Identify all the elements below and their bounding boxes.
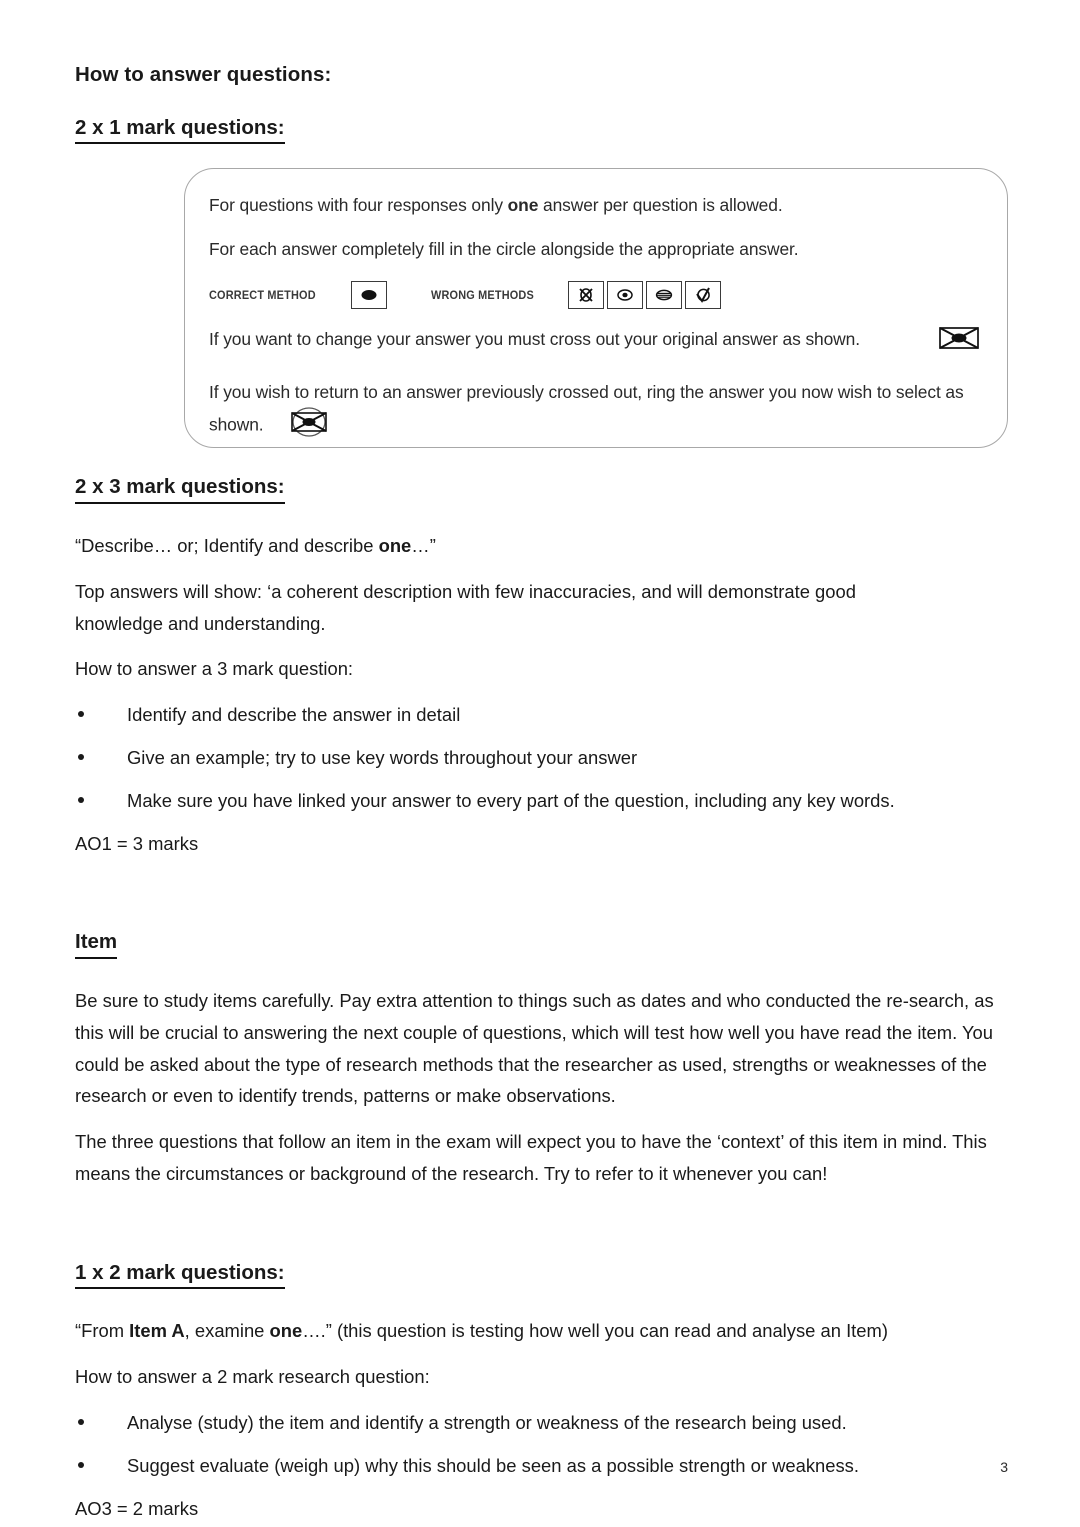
instruction-line-ring-answer [209, 380, 981, 448]
heading-two-by-one-mark [75, 115, 1010, 145]
instruction-line-cross-out: If you want to change your answer you must cross out your original answer as shown. [209, 329, 860, 349]
list-item [75, 699, 1010, 731]
heading-one-by-two-mark [75, 1260, 1010, 1290]
two-mark-stem-prefix: “From [75, 1320, 130, 1342]
spacer [75, 959, 1010, 985]
two-mark-stem-item-ref: Item A [129, 1320, 185, 1342]
list-item [75, 1450, 1010, 1482]
heading-two-by-three-mark [75, 474, 1010, 504]
bullet-dot-icon [78, 797, 84, 803]
three-mark-question-stem [75, 530, 1010, 562]
spacer [75, 89, 1010, 115]
item-paragraph-two: The three questions that follow an item in the exam will expect you to have the ‘context’ of this item in mind. This means the circumstances or background of the research. Try to refer to it whenever you can! [75, 1131, 987, 1184]
filled-circle-icon [358, 287, 380, 303]
exam-instruction-box [184, 168, 1008, 448]
bullet-dot-icon [78, 1462, 84, 1468]
heading-two-by-one-mark-label: 2 x 1 mark questions: [75, 115, 285, 145]
spacer [75, 504, 1010, 530]
spacer [75, 873, 1010, 929]
wrong-method-option-box-2 [607, 281, 643, 309]
page-title: How to answer questions: [75, 63, 332, 86]
two-mark-question-stem [75, 1315, 1010, 1347]
wrong-methods-label: WRONG METHODS [430, 288, 534, 302]
bullet-dot-icon [78, 1419, 84, 1425]
method-examples-row [209, 281, 981, 309]
instruction-line-one-answer [209, 193, 981, 217]
spacer [75, 1289, 1010, 1315]
wrong-method-option-box-1 [568, 281, 604, 309]
instruction-line-fill-circle: For each answer completely fill in the circle alongside the appropriate answer. [209, 239, 799, 259]
list-item-label: Give an example; try to use key words throughout your answer [127, 746, 638, 768]
three-mark-how-to: How to answer a 3 mark question: [75, 658, 354, 680]
spacer [209, 358, 981, 380]
list-item [75, 785, 1010, 817]
scribbled-circle-icon [653, 287, 675, 303]
two-mark-bullet-list [75, 1407, 1010, 1482]
list-item-label: Identify and describe the answer in detail [127, 704, 461, 726]
list-item-label: Make sure you have linked your answer to every part of the question, including any key words. [127, 789, 895, 811]
crossed-out-answer-glyph [937, 323, 981, 353]
wrong-method-option-box-4 [685, 281, 721, 309]
heading-item [75, 929, 1010, 959]
small-dot-circle-icon [614, 287, 636, 303]
three-mark-bullet-list [75, 699, 1010, 816]
list-item-label: Suggest evaluate (weigh up) why this should be seen as a possible strength or weakness. [127, 1454, 859, 1476]
list-item-label: Analyse (study) the item and identify a strength or weakness of the research being used. [127, 1411, 847, 1433]
ringed-crossed-out-answer-glyph [286, 402, 332, 442]
two-mark-stem-emphasis: one [269, 1320, 303, 1342]
three-mark-stem-prefix: “Describe… or; Identify and describe [75, 534, 379, 556]
two-mark-marks-total: AO3 = 2 marks [75, 1497, 199, 1519]
heading-one-by-two-mark-label: 1 x 2 mark questions: [75, 1260, 285, 1290]
two-mark-stem-suffix: ….” (this question is testing how well you can read and analyse an Item) [302, 1320, 888, 1342]
crossed-out-answer-icon [937, 323, 981, 358]
item-paragraph-one: Be sure to study items carefully. Pay extra attention to things such as dates and who conducted the re-search, as this will be crucial to answering the next couple of questions, which will test how well you have read the item. You could be asked about the type of research methods that the researcher as used, strengths or weaknesses of the research or even to identify trends, patterns or make observations. [75, 989, 994, 1107]
correct-method-label: CORRECT METHOD [209, 288, 316, 302]
three-mark-marks-total: AO1 = 3 marks [75, 832, 199, 854]
bullet-dot-icon [78, 711, 84, 717]
heading-item-label: Item [75, 929, 117, 959]
list-item [75, 1407, 1010, 1439]
bullet-dot-icon [78, 754, 84, 760]
heading-two-by-three-mark-label: 2 x 3 mark questions: [75, 474, 285, 504]
wrong-method-options [568, 281, 721, 309]
three-mark-top-answers [75, 576, 1010, 640]
three-mark-stem-suffix: …” [411, 534, 436, 556]
instruction-line-one-prefix: For questions with four responses only [209, 195, 508, 215]
three-mark-top-answers-line2: knowledge and understanding. [75, 612, 326, 634]
instruction-line-one-emphasis: one [507, 195, 539, 215]
two-mark-stem-middle: , examine [184, 1320, 270, 1342]
ringed-crossed-out-answer-icon [286, 402, 332, 448]
instruction-line-one-suffix: answer per question is allowed. [538, 195, 783, 215]
crossed-circle-icon [575, 286, 597, 304]
list-item [75, 742, 1010, 774]
wrong-method-option-box-3 [646, 281, 682, 309]
instruction-line-cross-out-row [209, 327, 981, 358]
spacer [75, 1204, 1010, 1260]
two-mark-how-to: How to answer a 2 mark research question: [75, 1366, 430, 1388]
ticked-circle-icon [692, 286, 714, 304]
instruction-line-ring-answer-text: If you wish to return to an answer previously crossed out, ring the answer you now wish to select as shown. [209, 382, 964, 435]
page-number: 3 [1000, 1459, 1008, 1475]
three-mark-stem-emphasis: one [378, 534, 412, 556]
three-mark-top-answers-line1: Top answers will show: ‘a coherent description with few inaccuracies, and will demonstrate good [75, 580, 856, 602]
correct-method-option-box [351, 281, 387, 309]
